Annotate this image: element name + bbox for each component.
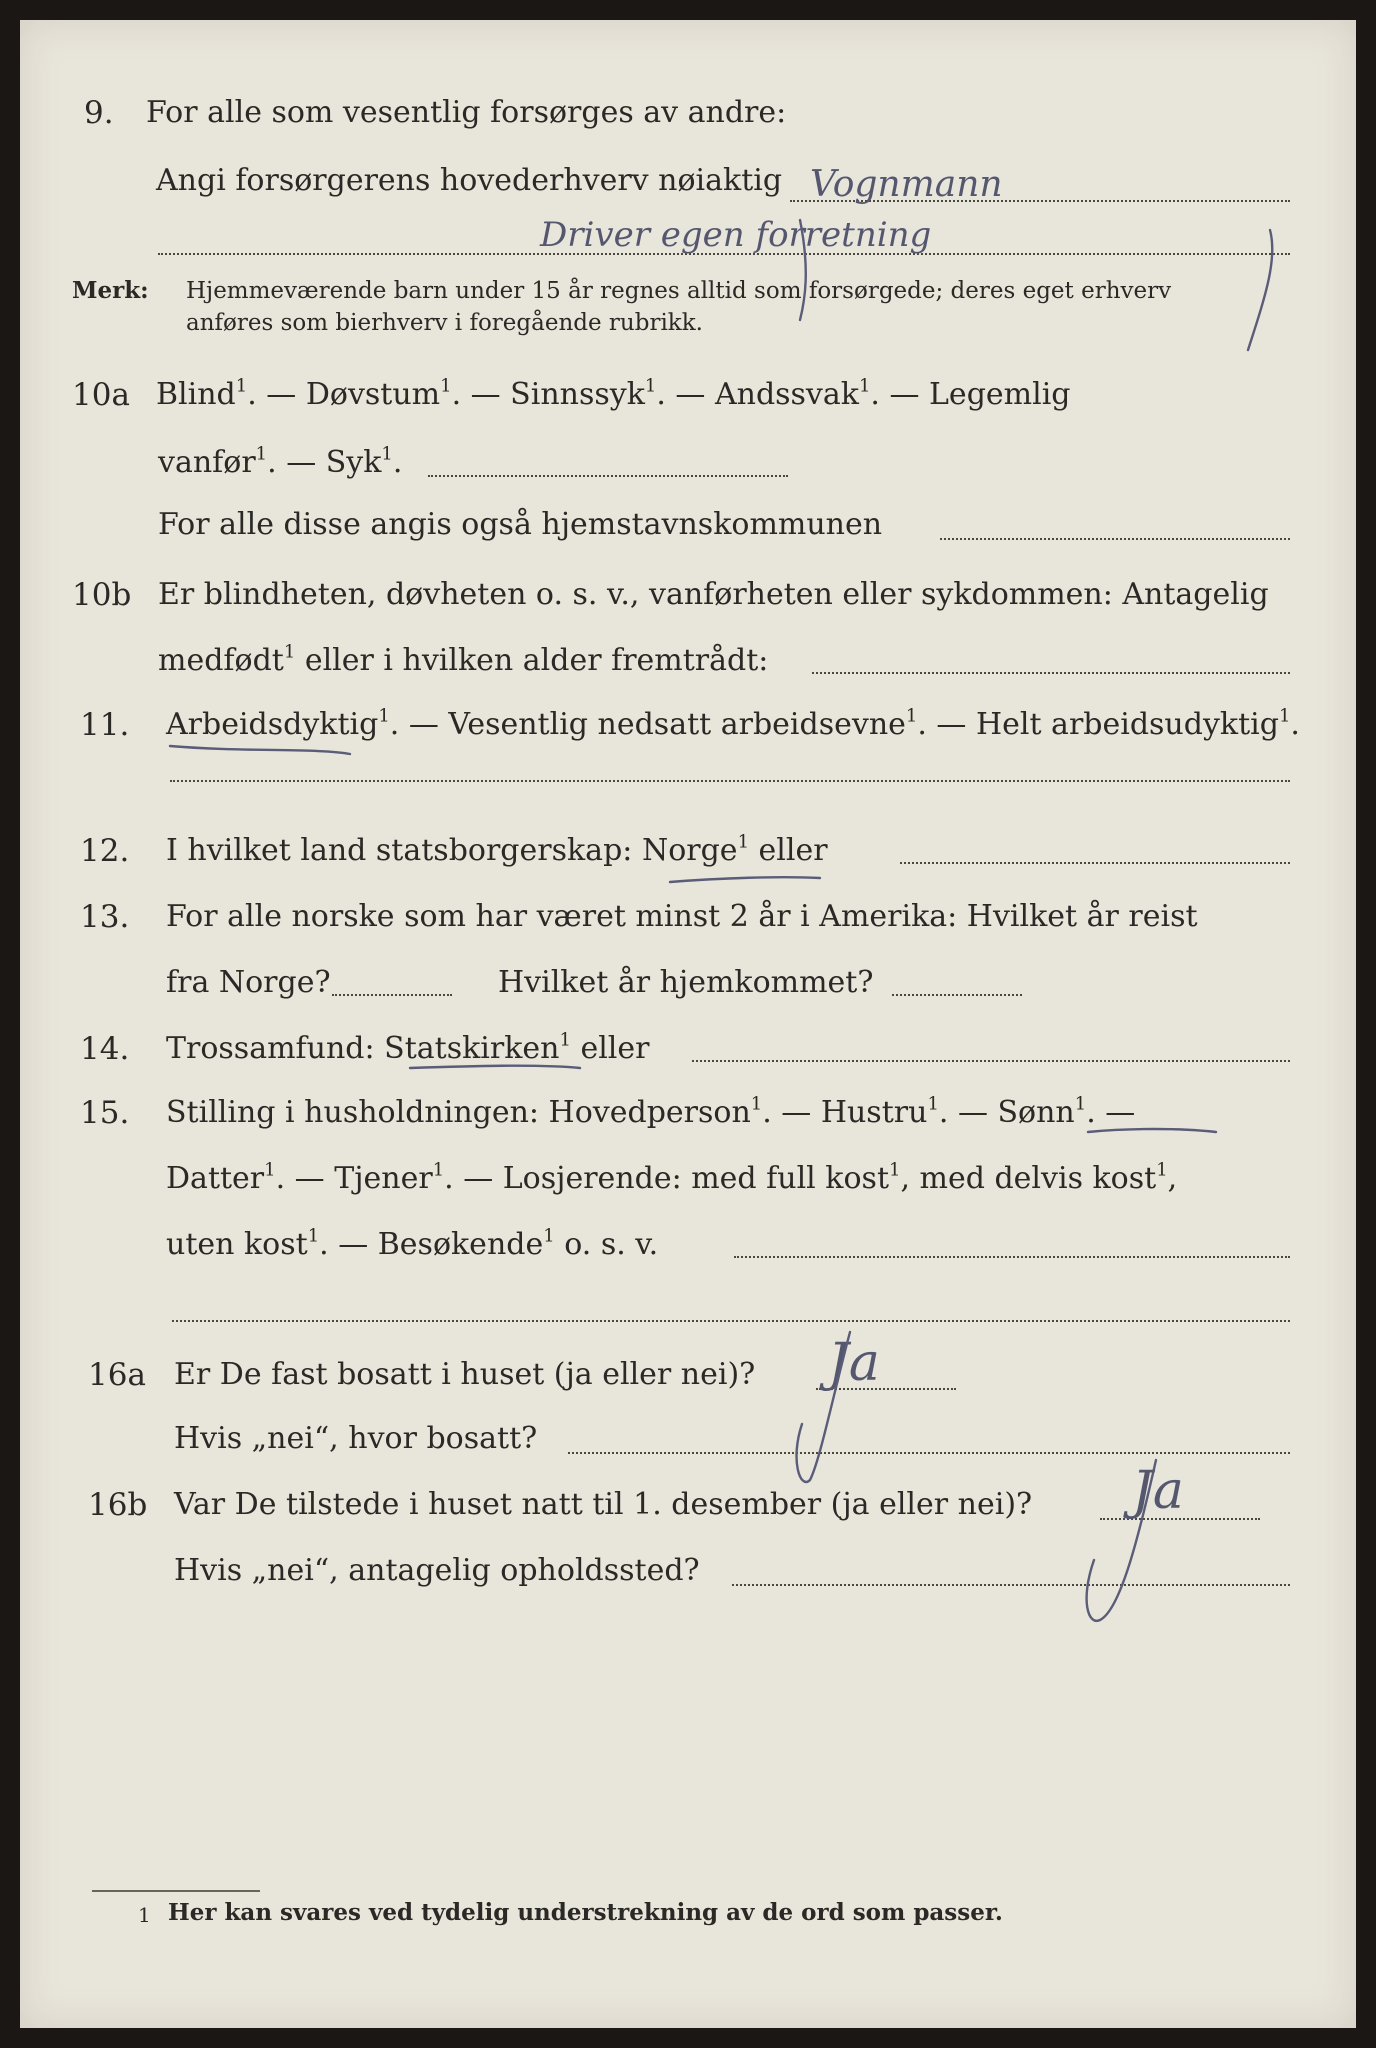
q9-answer-line1 [790, 200, 1290, 202]
census-form-page [20, 20, 1356, 2028]
q15-opt-datter[interactable]: Datter [166, 1161, 265, 1196]
q10b-opt-medfodt[interactable]: medfødt [158, 643, 284, 678]
q10b-line2 [158, 642, 768, 680]
q16b-answer-line [1100, 1518, 1260, 1520]
footnote-ref: 1 [440, 375, 452, 397]
q15-opt-sonn[interactable]: . — Sønn [938, 1095, 1075, 1130]
q12-opt-norge[interactable]: Norge [641, 833, 738, 868]
q10a-opt-syk[interactable]: . — Syk [267, 445, 382, 480]
q10a-syk-line [428, 475, 788, 477]
q16a-j-stroke [797, 1332, 850, 1482]
q11-opt-arbeidsdyktig[interactable]: Arbeidsdyktig [166, 707, 379, 742]
q10b-answer-line [812, 672, 1290, 674]
q10a-opt-legemlig[interactable]: . — Legemlig [870, 377, 1071, 412]
q15-answer-line1 [734, 1256, 1290, 1258]
footnote-rule [92, 1890, 260, 1892]
q16a-number: 16a [88, 1357, 146, 1393]
footnote-marker: 1 [138, 1903, 151, 1927]
q10a-opt-vanfor[interactable]: vanfør [158, 445, 256, 480]
q15-line3 [166, 1226, 658, 1264]
q16a-line2: Hvis „nei“, hvor bosatt? [174, 1421, 538, 1456]
q9-pen-stroke [1248, 230, 1272, 350]
footnote-ref: 1 [381, 443, 393, 465]
merk-text-line2: anføres som bierhverv i foregående rubrikk. [186, 310, 703, 336]
q13-reist-line [332, 994, 452, 996]
q12-number: 12. [80, 833, 130, 869]
q16a-bosatt-line [568, 1452, 1290, 1454]
q16b-number: 16b [88, 1487, 148, 1523]
footnote-ref: 1 [644, 375, 657, 397]
q11-opt-nedsatt[interactable]: . — Vesentlig nedsatt arbeidsevne [389, 707, 906, 742]
q16b-opholdssted-line [732, 1584, 1290, 1586]
q10a-opt-blind[interactable]: Blind [156, 377, 236, 412]
q10a-opt-sinnssyk[interactable]: . — Sinnssyk [451, 377, 645, 412]
footnote-text: Her kan svares ved tydelig understrekning av de ord som passer. [168, 1899, 1003, 1926]
q10a-number: 10a [72, 377, 130, 413]
footnote-ref: 1 [283, 641, 296, 663]
underline-norge [670, 877, 820, 882]
q15-osv: o. s. v. [554, 1227, 659, 1262]
q9-handwritten-detail: Driver egen forretning [540, 215, 932, 255]
q15-opt-besokende[interactable]: . — Besøkende [319, 1227, 544, 1262]
q16a-handwritten-answer: Ja [828, 1333, 880, 1393]
q13-line1: For alle norske som har været minst 2 år i Amerika: Hvilket år reist [166, 899, 1198, 934]
q16b-j-stroke [1087, 1460, 1156, 1621]
q9-question-line1: For alle som vesentlig forsørges av andre: [146, 95, 787, 130]
underline-arbeidsdyktig [170, 746, 350, 754]
q9-number: 9. [84, 95, 114, 131]
footnote-ref: 1 [927, 1093, 939, 1115]
q9-answer-line2 [158, 253, 1290, 255]
q10b-number: 10b [72, 577, 132, 613]
merk-text-line1: Hjemmeværende barn under 15 år regnes alltid som forsørgede; deres eget erhverv [186, 278, 1172, 304]
q15-opt-hovedperson[interactable]: Stilling i husholdningen: Hovedperson [166, 1095, 751, 1130]
q9-handwritten-occupation: Vognmann [810, 164, 1003, 205]
q16b-line2: Hvis „nei“, antagelig opholdssted? [174, 1553, 700, 1588]
footnote-ref: 1 [255, 443, 268, 465]
q10a-opt-andssvak[interactable]: . — Andssvak [656, 377, 859, 412]
footnote-ref: 1 [889, 1159, 901, 1181]
footnote-ref: 1 [1278, 705, 1291, 727]
q10a-line3: For alle disse angis også hjemstavnskommunen [158, 507, 883, 542]
q15-answer-line2 [172, 1320, 1290, 1322]
q14-line [166, 1030, 649, 1068]
q15-line2 [166, 1160, 1177, 1198]
footnote-ref: 1 [1156, 1159, 1168, 1181]
punctuation: . [1290, 707, 1300, 742]
q14-opt-statskirken[interactable]: Statskirken [384, 1031, 560, 1066]
q10a-line1 [156, 376, 1071, 414]
q10a-hjemstavn-line [940, 538, 1290, 540]
footnote-ref: 1 [235, 375, 248, 397]
footnote-ref: 1 [378, 705, 390, 727]
footnote-ref: 1 [543, 1225, 555, 1247]
q15-opt-hustru[interactable]: . — Hustru [762, 1095, 928, 1130]
q14-answer-line [692, 1060, 1290, 1062]
q16a-answer-line [816, 1388, 956, 1390]
footnote-ref: 1 [432, 1159, 445, 1181]
q12-line [166, 832, 828, 870]
footnote-ref: 1 [559, 1029, 571, 1051]
footnote-ref: 1 [750, 1093, 763, 1115]
q11-opt-udyktig[interactable]: . — Helt arbeidsudyktig [917, 707, 1279, 742]
q15-opt-uten-kost[interactable]: uten kost [166, 1227, 308, 1262]
q11-line [166, 706, 1300, 744]
q9-question-line2: Angi forsørgerens hovederhverv nøiaktig [156, 163, 783, 198]
q12-answer-line [900, 862, 1290, 864]
q10b-line1: Er blindheten, døvheten o. s. v., vanførheten eller sykdommen: Antagelig [158, 577, 1269, 612]
q12-question: I hvilket land statsborgerskap: [166, 833, 633, 868]
q15-opt-full-kost[interactable]: . — Losjerende: med full kost [444, 1161, 889, 1196]
footnote-ref: 1 [905, 705, 918, 727]
punctuation: . — [1086, 1095, 1136, 1130]
q10b-alder-text: eller i hvilken alder fremtrådt: [295, 643, 769, 678]
punctuation: , [1167, 1161, 1178, 1196]
q13-line2a: fra Norge? [166, 965, 331, 1000]
q14-eller: eller [570, 1031, 650, 1066]
q16b-line1: Var De tilstede i huset natt til 1. desember (ja eller nei)? [174, 1487, 1033, 1522]
footnote-ref: 1 [264, 1159, 276, 1181]
q15-opt-tjener[interactable]: . — Tjener [275, 1161, 433, 1196]
punctuation: . [392, 445, 403, 480]
footnote-ref: 1 [737, 831, 750, 853]
q13-line2b: Hvilket år hjemkommet? [498, 965, 874, 1000]
footnote-ref: 1 [858, 375, 871, 397]
q10a-line2 [158, 444, 402, 482]
q15-line1 [166, 1094, 1135, 1132]
q16a-line1: Er De fast bosatt i huset (ja eller nei)? [174, 1357, 756, 1392]
footnote-ref: 1 [1074, 1093, 1087, 1115]
q11-number: 11. [80, 707, 130, 743]
q14-question: Trossamfund: [166, 1031, 375, 1066]
q11-answer-line [170, 780, 1290, 782]
q12-eller: eller [749, 833, 828, 868]
q14-number: 14. [80, 1031, 130, 1067]
q13-hjemkommet-line [892, 994, 1022, 996]
merk-label: Merk: [72, 277, 149, 304]
q15-opt-delvis-kost[interactable]: , med delvis kost [900, 1161, 1157, 1196]
q15-number: 15. [80, 1095, 130, 1131]
footnote-ref: 1 [307, 1225, 320, 1247]
q16b-handwritten-answer: Ja [1132, 1461, 1184, 1521]
q10a-opt-dovstum[interactable]: . — Døvstum [247, 377, 441, 412]
q13-number: 13. [80, 899, 130, 935]
